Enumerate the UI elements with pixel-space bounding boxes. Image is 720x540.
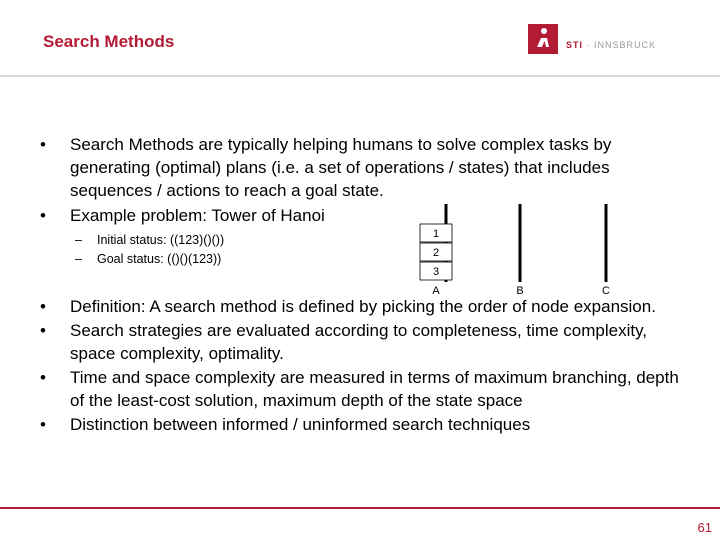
bullet-list-bottom	[36, 295, 686, 436]
bullet-item: • Example problem: Tower of Hanoi	[36, 204, 686, 227]
page-number: 61	[697, 520, 712, 535]
disk-label-1: 1	[432, 228, 440, 240]
sub-bullet-item: – Initial status: ((123)()())	[75, 233, 225, 247]
sub-bullet-list	[75, 231, 224, 269]
bullet-item: • Search strategies are evaluated according to completeness, time complexity, space complexity, optimality.	[36, 319, 686, 366]
peg-label-b: B	[516, 285, 524, 297]
footer-divider	[0, 507, 720, 509]
header-divider	[0, 75, 720, 77]
bullet-item: • Time and space complexity are measured in terms of maximum branching, depth of the least-cost solution, maximum depth of the state space	[36, 366, 686, 413]
slide-title: Search Methods	[43, 32, 175, 51]
tower-of-hanoi-diagram	[370, 200, 640, 305]
disk-label-2: 2	[432, 247, 440, 259]
peg-label-a: A	[432, 285, 440, 297]
bullet-item: • Definition: A search method is defined by picking the order of node expansion.	[36, 295, 686, 319]
sub-bullet-item: – Goal status: (()()(123))	[75, 252, 222, 266]
bullet-item: • Distinction between informed / uninformed search techniques	[36, 413, 686, 437]
logo-wordmark: STI · INNSBRUCK	[566, 40, 657, 50]
peg-label-c: C	[602, 285, 610, 297]
bullet-item: • Search Methods are typically helping humans to solve complex tasks by generating (optimal) plans (i.e. a set of operations / states) that includes sequences / actions to reach a goal state.	[36, 133, 686, 202]
sti-logo-mark	[528, 24, 558, 54]
disk-label-3: 3	[432, 266, 440, 278]
